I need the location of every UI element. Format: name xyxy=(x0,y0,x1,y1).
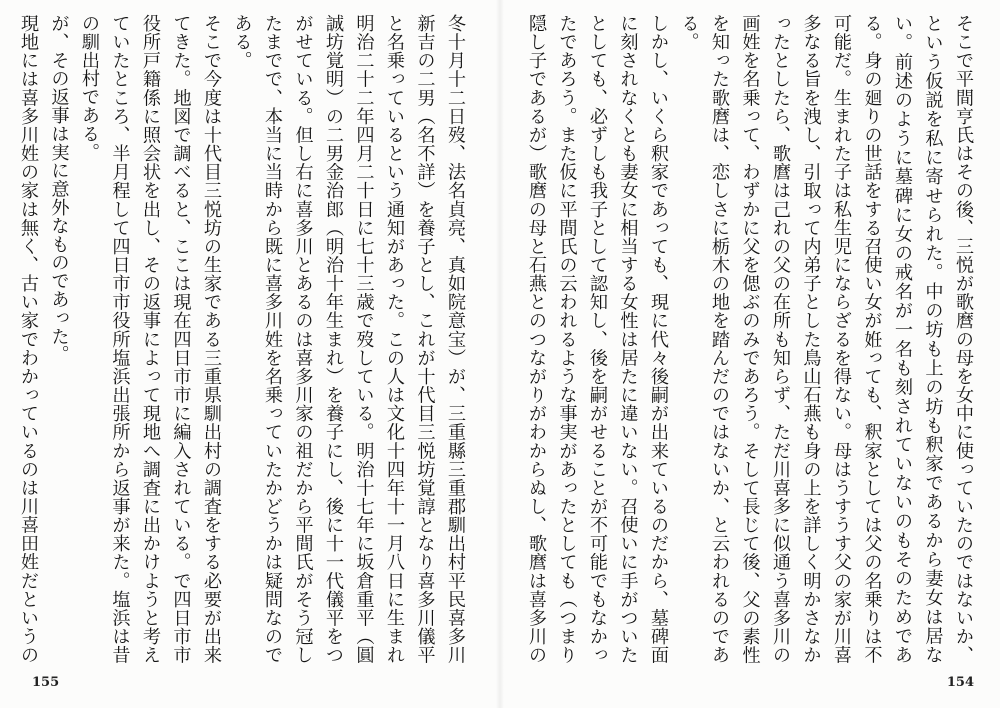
right-paragraph-2: しかし、いくら釈家であっても、現に代々後嗣が出来ているのだから、墓碑面に刻されなくとも妻女に相当する女性は居たに違いない。召使いに手がついたとしても、必ずしも我子として認知し、後を嗣がせることが不可能でもなかったであろう。また仮に平間氏の云われるような事実があったとしても（つまり隠し子であるが）歌麿の母と石燕とのつながりがわからぬし、歌麿は喜多川の xyxy=(526,14,669,664)
left-paragraph-2: そこで今度は十代目三悦坊の生家である三重県馴出村の調査をする必要が出来てきた。地図で調べると、ここは現在四日市市に編入されている。で四日市市役所戸籍係に照会状を出し、その返事によって現地へ調査に出かけようと考えていたところ、半月程して四日市市役所塩浜出張所から返事が来た。塩浜は昔の馴出村である。 xyxy=(79,14,222,664)
right-page-number: 154 xyxy=(946,675,974,690)
left-page-text xyxy=(18,14,470,664)
left-page-number: 155 xyxy=(32,675,60,690)
left-paragraph-1: 冬十月十二日歿、法名貞亮、真如院意宝）が、三重縣三重郡馴出村平民喜多川新吉の二男（名不詳）を養子とし、これが十代目三悦坊覚諄となり喜多川儀平と名乗っているという通知があった。この人は文化十四年十一月八日に生まれ明治二十二年四月二十日に七十三歳で歿している。明治十七年に坂倉重平（圓誠坊覚明）の二男金治郎（明治十年生まれ）を養子にし、後に十一代儀平をつがせている。但し右に喜多川とあるのは喜多川家の祖だから平間氏がそう冠したまでで、本当に当時から既に喜多川姓を名乗っていたかどうかは疑問なのである。 xyxy=(231,14,466,664)
right-page xyxy=(500,0,1000,708)
left-paragraph-3: が、その返事は実に意外なものであった。 xyxy=(48,14,70,364)
right-paragraph-1: そこで平間亨氏はその後、三悦が歌麿の母を女中に使っていたのではないか、という仮説を私に寄せられた。中の坊も上の坊も釈家であるから妻女は居ない。前述のように墓碑に女の戒名が一名も刻されていないのもそのためである。身の廻りの世話をする召使い女が姙っても、釈家としては父の名乗りは不可能だ。生まれた子は私生児にならざるを得ない。母はうすうす父の家が川喜多なる旨を洩し、引取って内弟子とした鳥山石燕も身の上を詳しく明かさなかったとしたら、歌麿は己れの父の在所も知らず、ただ川喜多に似通う喜多川の画姓を名乗って、わずかに父を偲ぶのみであろう。そして長じて後、父の素性を知った歌麿は、恋しさに栃木の地を踏んだのではないか、と云われるのである。 xyxy=(678,14,974,664)
right-page-text xyxy=(522,14,978,664)
left-paragraph-4: 現地には喜多川姓の家は無く、古い家でわかっているのは川喜田姓だというの xyxy=(18,14,39,664)
